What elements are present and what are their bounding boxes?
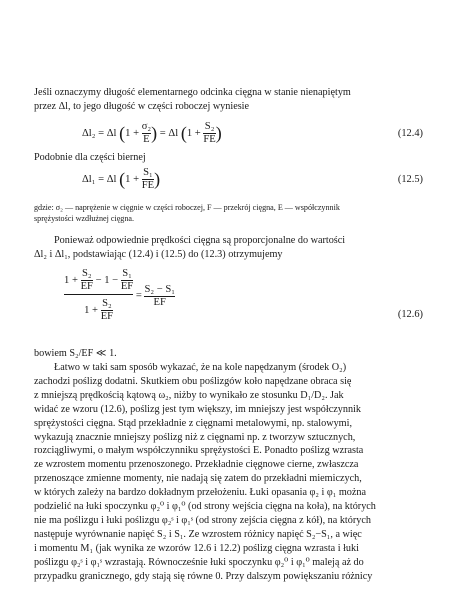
eq2-fraction	[142, 167, 154, 192]
body-line-7: rozciągliwymi, o małym współczynniku sprężystości E. Ponadto poślizg wzrasta	[34, 445, 364, 457]
body-line-4: widać ze wzoru (12.6), poślizg jest tym większy, im mniejszy jest współczynnik	[34, 403, 361, 415]
eq2-lhs: Δl₁ = Δl	[82, 173, 117, 185]
eq2-den: FE	[141, 180, 155, 191]
where-note	[34, 202, 424, 225]
para1-line-2: Δl₂ i Δl₁, podstawiając (12.4) i (12.5) do (12.3) otrzymujemy	[34, 248, 283, 260]
body-line-2: zachodzi poślizg dodatni. Skutkiem obu poślizgów koło napędzane obraca się	[34, 375, 352, 387]
body-line-15: poślizgu φ₂ˢ i φ₁ˢ wzrastają. Równocześnie łuki spoczynku φ₂⁰ i φ₁⁰ maleją aż do	[34, 556, 364, 568]
body-line-13: następuje wyrównanie napięć S₂ i S₁. Ze wzrostem różnicy napięć S₂−S₁, a więc	[34, 528, 362, 540]
eq3-rhs-den: EF	[144, 296, 174, 309]
eq1-number: (12.4)	[397, 128, 423, 139]
eq3-top-d2: EF	[120, 281, 134, 293]
eq3-numerator: 1 + $\frac{\text{S₂}}{EF}$ − 1 − $\frac{\text{S₁}}{EF}$	[64, 268, 134, 293]
body-line-5: sprężystości cięgna. Stąd przekładnie z cięgnami metalowymi, np. stalowymi,	[34, 417, 352, 429]
intro-paragraph	[34, 86, 424, 114]
paragraph-velocities	[34, 234, 424, 262]
body-line-16: przypadku granicznego, gdy stają się równe 0. Przy dalszym powiększaniu różnicy	[34, 570, 373, 582]
body-line-14: i momentu M₁ (jak wynika ze wzorów 12.6 i 12.2) poślizg cięgna wzrasta i łuki	[34, 542, 359, 554]
eq2-number: (12.5)	[397, 174, 423, 185]
body-line-1: Łatwo w taki sam sposób wykazać, że na kole napędzanym (środek O₂)	[54, 362, 347, 373]
eq3-top-n1: S₂	[81, 268, 92, 280]
where-line-2: sprężystości wzdłużnej cięgna.	[34, 214, 135, 224]
eq3-top-d1: EF	[80, 281, 93, 293]
eq3-top-n2: S₁	[122, 268, 132, 280]
eq1-one2: 1 +	[186, 127, 201, 139]
eq3-main-fraction	[64, 268, 133, 324]
eq1-mid: = Δl	[159, 127, 179, 139]
eq1-fraction-2	[203, 121, 215, 146]
where-line-1: gdzie: σ₂ — naprężenie w cięgnie w części roboczej, F — przekrój cięgna, E — współczynnik	[34, 203, 340, 212]
eq2-num: S₁	[143, 167, 153, 178]
because-line: bowiem S₂/EF ≪ 1.	[34, 348, 117, 359]
body-line-3: z mniejszą prędkością kątową ω₂, niżby to wynikało ze stosunku D₁/D₂. Jak	[34, 389, 344, 401]
body-line-12: nie ma poślizgu i łuki poślizgu φ₂ˢ i φ₁ˢ (od strony zejścia cięgna z kół), na których	[34, 514, 371, 526]
eq3-bot-d: EF	[100, 311, 114, 323]
similar-line: Podobnie dla części biernej	[34, 152, 146, 163]
eq3-rhs-fraction	[144, 284, 174, 309]
eq3-bot-n: S₂	[102, 298, 112, 310]
eq1-num1: σ₂	[141, 121, 152, 132]
body-line-8: ze wzrostem momentu przenoszonego. Przekładnie cięgnowe cierne, zwłaszcza	[34, 459, 359, 471]
equation-12-6	[64, 268, 175, 324]
eq3-equals: =	[135, 290, 142, 302]
intro-line-1: Jeśli oznaczymy długość elementarnego odcinka cięgna w stanie nienapiętym	[34, 87, 351, 98]
eq3-rhs-num: S₂ − S₁	[144, 283, 175, 295]
main-paragraph	[34, 361, 424, 584]
equation-12-4: Δl₂ = Δl (1 + $\frac{\text{σ₂}}{E}$ ) = Δl (1 + $\frac{\text{S₂}}{FE}$ )	[82, 121, 222, 145]
para1-line-1: Ponieważ odpowiednie prędkości cięgna są proporcjonalne do wartości	[54, 235, 346, 246]
body-line-6: wykazują znacznie mniejszy poślizg niż z cięgnami np. z tworzyw sztucznych,	[34, 431, 356, 443]
eq3-denominator: 1 + $\frac{\text{S₂}}{EF}$	[64, 294, 133, 324]
eq1-lhs: Δl₂ = Δl	[82, 127, 117, 139]
eq1-den1: E	[143, 134, 150, 145]
body-line-10: w których zależy na bardzo dokładnym przełożeniu. Łuki opasania φ₂ i φ₁ można	[34, 487, 367, 499]
equation-12-5: Δl₁ = Δl (1 + $\frac{\text{S₁}}{FE}$ )	[82, 167, 161, 191]
eq1-num2: S₂	[204, 121, 215, 132]
eq1-den2: FE	[203, 134, 216, 145]
eq1-fraction-1	[142, 121, 151, 146]
eq2-one: 1 +	[125, 173, 140, 185]
body-line-9: przenoszące zmienne momenty, nie nadają się zatem do przekładni miemiczych,	[34, 473, 362, 485]
eq1-one: 1 +	[125, 127, 140, 139]
body-line-11: podzielić na łuki spoczynku φ₂⁰ i φ₁⁰ (od strony wejścia cięgna na koła), na których	[34, 501, 376, 513]
eq3-number: (12.6)	[397, 309, 423, 320]
intro-line-2: przez Δl, to jego długość w części roboczej wyniesie	[34, 100, 250, 112]
